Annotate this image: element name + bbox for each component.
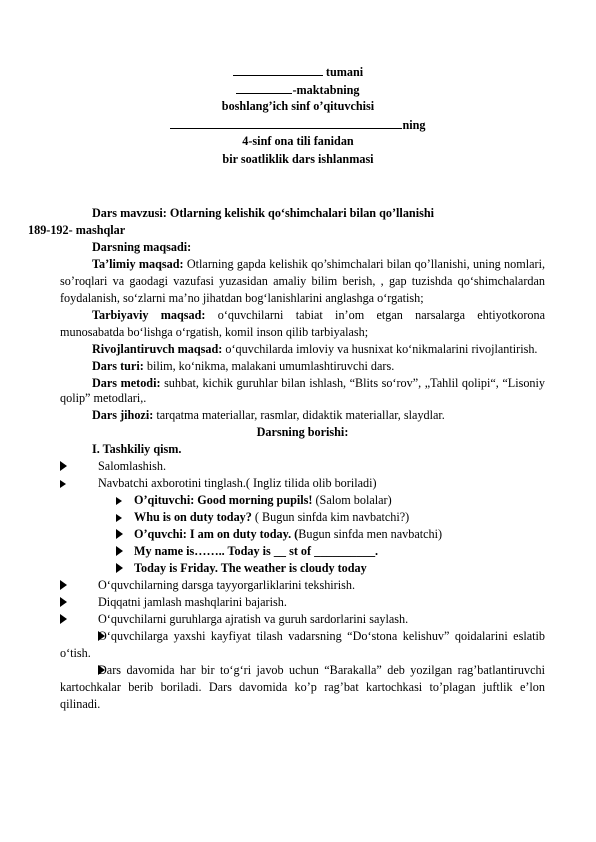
list-item-text: Dars davomida har bir to‘g‘ri javob uchun “Barakalla” deb yozilgan rag’batlantiruvchi kartochkalar berib boriladi. Dars davomida ko’p rag’bat kartochkasi to’plagan juftlik e’lon qilinadi. [60,663,545,711]
list-item [60,611,545,628]
header-subject: 4-sinf ona tili fanidan [242,134,354,148]
header-teacher-role: boshlang’ich sinf o’qituvchisi [221,99,375,113]
educational-goal-label: Ta’limiy maqsad: [92,257,184,271]
arrow-bullet-icon [60,628,70,645]
district-label: tumani [325,65,364,79]
developmental-goal-text: o‘quvchilarda imloviy va husnixat ko‘nikmalarini rivojlantirish. [222,342,538,356]
list-item-text: Salomlashish. [98,459,167,473]
lesson-type-label: Dars turi: [92,359,144,373]
dialog-plain: (Salom bolalar) [312,493,392,507]
list-item-text: O‘quvchilarni guruhlarga ajratish va guruh sardorlarini saylash. [98,612,409,626]
dialog-bold: My name is…….. Today is __ st of __________. [134,544,379,558]
upbringing-goal-text: o‘quvchilarni tabiat in’om etgan narsalarga ehtiyotkorona munosabatda bo‘lishga o‘rgatish, komil inson qilib tarbiyalash; [60,308,545,339]
list-item-text: O‘quvchilarga yaxshi kayfiyat tilash vadarsning “Do‘stona kelishuv” qoidalarini eslatib o‘tish. [60,629,545,660]
lesson-body [28,205,546,713]
lesson-method-label: Dars metodi: [92,376,161,390]
dialog-bold: O’quvchi: I am on duty today. ( [134,527,299,541]
dialog-item [60,560,545,577]
dialog-plain: ( Bugun sinfda kim navbatchi?) [251,510,410,524]
part-one-title: I. Tashkiliy qism. [92,442,182,456]
list-item [60,662,545,713]
list-item-text: Diqqatni jamlash mashqlarini bajarish. [98,595,287,609]
header-title: bir soatliklik dars ishlanmasi [222,152,374,166]
progress-title: Darsning borishi: [256,425,349,439]
educational-goal [60,256,545,307]
upbringing-goal [60,307,545,341]
developmental-goal-label: Rivojlantiruvch maqsad: [92,342,223,356]
arrow-bullet-icon [116,492,122,509]
arrow-bullet-icon [60,594,70,611]
header-school-line [0,82,596,97]
upbringing-goal-label: Tarbiyaviy maqsad: [92,308,206,322]
lesson-equipment-text: tarqatma materiallar, rasmlar, didaktik materiallar, slaydlar. [153,408,445,422]
arrow-bullet-icon [60,611,70,628]
list-item [60,458,545,475]
school-label: -maktabning [292,83,360,97]
lesson-method [60,376,545,406]
dialog-item [60,543,545,560]
header-teacher-name-line [0,117,596,132]
blank-school [236,82,292,94]
list-item-text: Navbatchi axborotini tinglash.( Ingliz tilida olib boriladi) [98,476,377,490]
lesson-exercises: 189-192- mashqlar [28,223,126,237]
arrow-bullet-icon [116,509,122,526]
list-item [60,577,545,594]
blank-district [233,64,323,76]
arrow-bullet-icon [60,458,70,475]
list-item [60,628,545,662]
lesson-equipment [60,407,545,424]
list-item-text: O‘quvchilarning darsga tayyorgarliklarini tekshirish. [98,578,356,592]
dialog-item [60,492,545,509]
lesson-type [60,358,545,375]
arrow-bullet-icon [116,560,123,577]
lesson-topic: Dars mavzusi: Otlarning kelishik qo‘shimchalari bilan qo’llanishi [92,206,434,220]
dialog-bold: Today is Friday. The weather is cloudy today [134,561,367,575]
dialog-bold: Whu is on duty today? [134,510,252,524]
lesson-equipment-label: Dars jihozi: [92,408,154,422]
header-district-line [0,64,596,79]
blank-teacher-name [170,117,402,129]
educational-goal-text: Otlarning gapda kelishik qo’shimchalari bilan qo’llanishi, uning nomlari, so’roqlari va gaodagi vazufasi yuzasidan amaliy bilim berish, , gap tuzishda qo‘shimchalardan foydalanish, so‘zlarni ma’no jihatdan bog‘lanishlarini anglashga o‘rgatish; [60,257,545,305]
dialog-item [60,509,545,526]
lesson-method-text: suhbat, kichik guruhlar bilan ishlash, “Blits so‘rov”, „Tahlil qolipi“, “Lisoniy qolip” metodlari,. [60,376,546,405]
arrow-bullet-icon [60,662,70,679]
arrow-bullet-icon [116,526,123,543]
list-item [60,475,545,492]
arrow-bullet-icon [116,543,123,560]
dialog-bold: O’qituvchi: Good morning pupils! [134,493,313,507]
arrow-bullet-icon [60,577,70,594]
developmental-goal [60,341,545,358]
dialog-plain: Bugun sinfda men navbatchi) [298,527,443,541]
dialog-item [60,526,545,543]
list-item [60,594,545,611]
lesson-type-text: bilim, ko‘nikma, malakani umumlashtiruvchi dars. [143,359,395,373]
goals-title: Darsning maqsadi: [92,240,192,254]
arrow-bullet-icon [60,475,70,492]
teacher-suffix: ning [402,118,426,132]
